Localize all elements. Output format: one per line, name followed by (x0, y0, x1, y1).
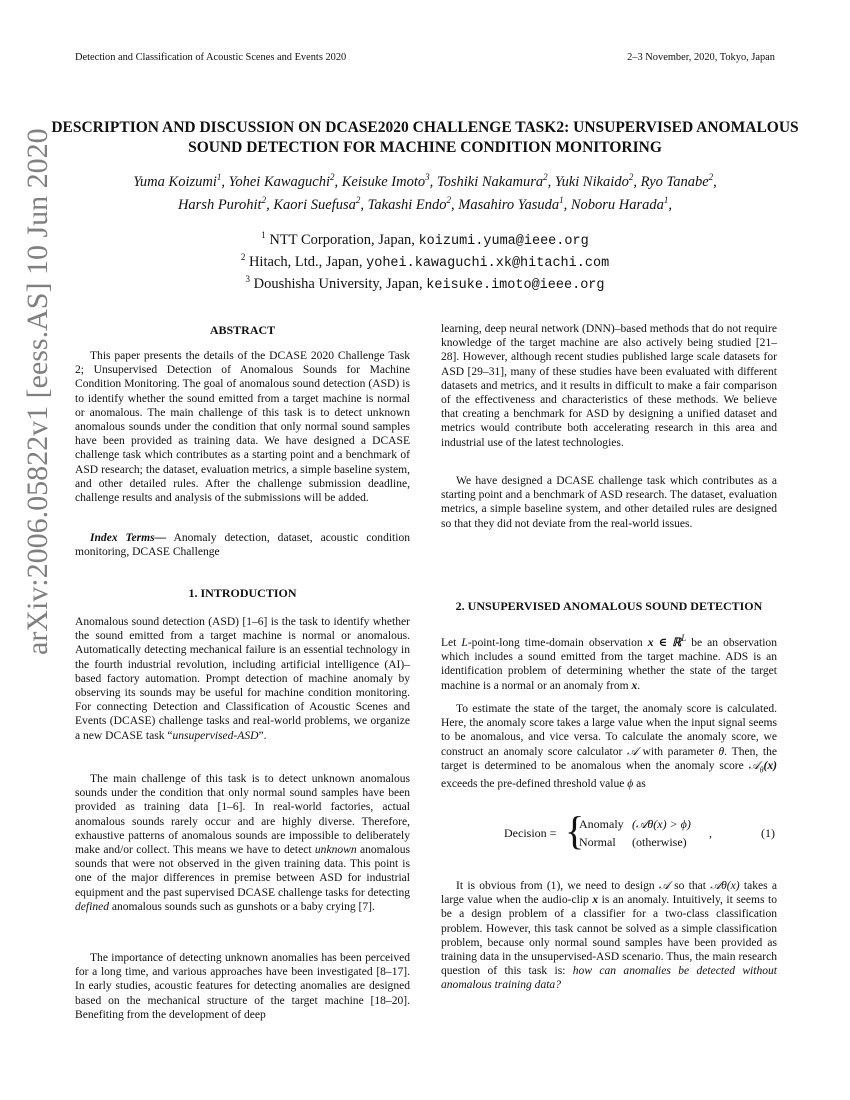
index-terms: Index Terms— Anomaly detection, dataset, acoustic condition monitoring, DCASE Challenge (75, 532, 411, 559)
author: Noboru Harada$^1$ (570, 195, 669, 213)
asd-paragraph-2: To estimate the state of the target, the anomaly score is calculated. Here, the anomaly score takes a large value when the input signal seems to be anomalous, and vice versa. To calculate the anomaly score, we construct an anomaly score calculator 𝒜 with parameter θ. Then, the target is determined to be anomalous when the anomaly score 𝒜$_\theta$(x) exceeds the pre-defined threshold value ϕ as (441, 703, 777, 791)
abstract-heading: ABSTRACT (209, 323, 276, 337)
equation-case-anomaly: Anomaly (579, 817, 624, 831)
paper-title: DESCRIPTION AND DISCUSSION ON DCASE2020 CHALLENGE TASK2: UNSUPERVISED ANOMALOUS SOUND DETECTION FOR MACHINE CONDITION MONITORING (51, 119, 799, 156)
section-heading-introduction: 1. INTRODUCTION (188, 586, 297, 600)
author: Masahiro Yasuda$^1$ (458, 195, 564, 213)
intro-paragraph-1: Anomalous sound detection (ASD) [1–6] is the task to identify whether the sound emitted from a target machine is normal or anomalous. Automatically detecting mechanical failure is an essential technology in the fourth industrial revolution, including artificial intelligence (AI)–based factory automation. Prompt detection of machine anomaly by observing its sounds may be useful for machine condition monitoring. For connecting Detection and Classification of Acoustic Scenes and Events (DCASE) challenge tasks and real-world problems, we organize a new DCASE task “unsupervised-ASD”. (75, 616, 410, 742)
email-link[interactable]: koizumi.yuma@ieee.org (418, 234, 589, 249)
intro-paragraph-3-continued: learning, deep neural network (DNN)–based methods that do not require knowledge of the target machine are also actively being studied [21–28]. However, although recent studies published large scale datasets for ASD [29–31], many of these studies have been evaluated with different datasets and metrics, and it results in difficult to make a fair comparison of the effectiveness and characteristics of these methods. We believe that creating a benchmark for ASD by designing a unified dataset and metrics would contribute both accelerating research in this area and industrial use of the latest technologies. (441, 323, 777, 449)
intro-paragraph-2: The main challenge of this task is to detect unknown anomalous sounds under the condition that only normal sound samples have been provided as training data [1–6]. In real-world factories, actual anomalous sounds rarely occur and are highly diverse. Therefore, exhaustive patterns of anomalous sounds are impossible to deliberately make and/or collect. This means we have to detect unknown anomalous sounds that were not observed in the given training data. This point is one of the major differences in premise between ASD for industrial equipment and the past supervised DCASE challenge tasks for detecting defined anomalous sounds such as gunshots or a baby crying [7]. (75, 773, 410, 913)
running-header-right: 2–3 November, 2020, Tokyo, Japan (627, 52, 775, 63)
equation-case-normal: Normal (579, 835, 616, 849)
section-heading-unsupervised-asd: 2. UNSUPERVISED ANOMALOUS SOUND DETECTION (455, 599, 763, 613)
equation-condition-anomaly: (𝒜θ(x) > ϕ) (632, 817, 691, 831)
asd-paragraph-3: It is obvious from (1), we need to design 𝒜 so that 𝒜θ(x) takes a large value when the audio-clip x is an anomaly. Intuitively, it seems to be a design problem of a classifier for a two-class classification problem. However, this task cannot be solved as a simple classification problem, because only normal sound samples have been provided as training data in the unsupervised-ASD scenario. Thus, the main research question of this task is: how can anomalies be detected without anomalous training data? (441, 880, 777, 992)
equation-lhs: Decision = (504, 826, 557, 840)
equation-decision (441, 808, 777, 857)
author-list: Yuma Koizumi$^1$, Yohei Kawaguchi$^2$, Keisuke Imoto$^3$, Toshiki Nakamura$^2$, Yuki Nikaido$^2$, Ryo Tanabe$^2$, Harsh Purohit$^2$, Kaori Suefusa$^2$, Takashi Endo$^2$, Masahiro Yasuda$^1$, Noboru Harada$^1$, (133, 172, 717, 213)
equation-number: (1) (761, 826, 775, 840)
author: Takashi Endo$^2$ (367, 195, 451, 213)
intro-paragraph-4: We have designed a DCASE challenge task which contributes as a starting point and a benchmark of ASD research. The dataset, evaluation metrics, a simple baseline system, and other detailed rules are designed so that they did not deviate from the real-world issues. (441, 475, 777, 530)
author: Ryo Tanabe$^2$ (640, 172, 714, 190)
asd-paragraph-1: Let L-point-long time-domain observation x ∈ ℝ$^L$ be an observation which includes a sound emitted from the target machine. ADS is an identification problem of determining whether the state of the target machine is a normal or an anomaly from x. (441, 633, 777, 692)
arxiv-stamp: arXiv:2006.05822v1 [eess.AS] 10 Jun 2020 (21, 128, 54, 655)
author: Toshiki Nakamura$^2$ (436, 172, 548, 190)
abstract-text: This paper presents the details of the DCASE 2020 Challenge Task 2; Unsupervised Detection of Anomalous Sounds for Machine Condition Monitoring. The goal of anomalous sound detection (ASD) is to identify whether the sound emitted from a target machine is normal or anomalous. The main challenge of this task is to detect unknown anomalous sounds under the condition that only normal sound samples have been provided as training data. We have designed a DCASE challenge task which contributes as a starting point and a benchmark of ASD research; the dataset, evaluation metrics, a simple baseline system, and other detailed rules. After the challenge submission deadline, challenge results and analysis of the submissions will be added. (75, 350, 410, 505)
author: Harsh Purohit$^2$ (177, 195, 267, 213)
equation-condition-normal: (otherwise) (632, 835, 687, 849)
author: Yuma Koizumi$^1$ (133, 172, 222, 190)
author: Keisuke Imoto$^3$ (341, 172, 430, 190)
intro-paragraph-3: The importance of detecting unknown anomalies has been perceived for a long time, and various approaches have been investigated [8–17]. In early studies, acoustic features for detecting anomalies are designed based on the mechanical structure of the target machine [18–20]. Benefiting from the development of deep (75, 952, 410, 1021)
email-link[interactable]: yohei.kawaguchi.xk@hitachi.com (366, 256, 610, 271)
email-link[interactable]: keisuke.imoto@ieee.org (426, 278, 605, 293)
author: Yuki Nikaido$^2$ (554, 172, 634, 190)
equation-comma: , (709, 826, 712, 840)
affiliation: $^1$ NTT Corporation, Japan, koizumi.yuma@ieee.org (261, 230, 589, 249)
affiliation: $^3$ Doushisha University, Japan, keisuke.imoto@ieee.org (245, 274, 605, 293)
affiliation: $^2$ Hitach, Ltd., Japan, yohei.kawaguchi.xk@hitachi.com (240, 252, 610, 271)
brace-symbol: { (565, 808, 585, 853)
author: Kaori Suefusa$^2$ (273, 195, 361, 213)
affiliation-list (40, 230, 810, 296)
author: Yohei Kawaguchi$^2$ (228, 172, 335, 190)
running-header-left: Detection and Classification of Acoustic Scenes and Events 2020 (75, 52, 347, 63)
